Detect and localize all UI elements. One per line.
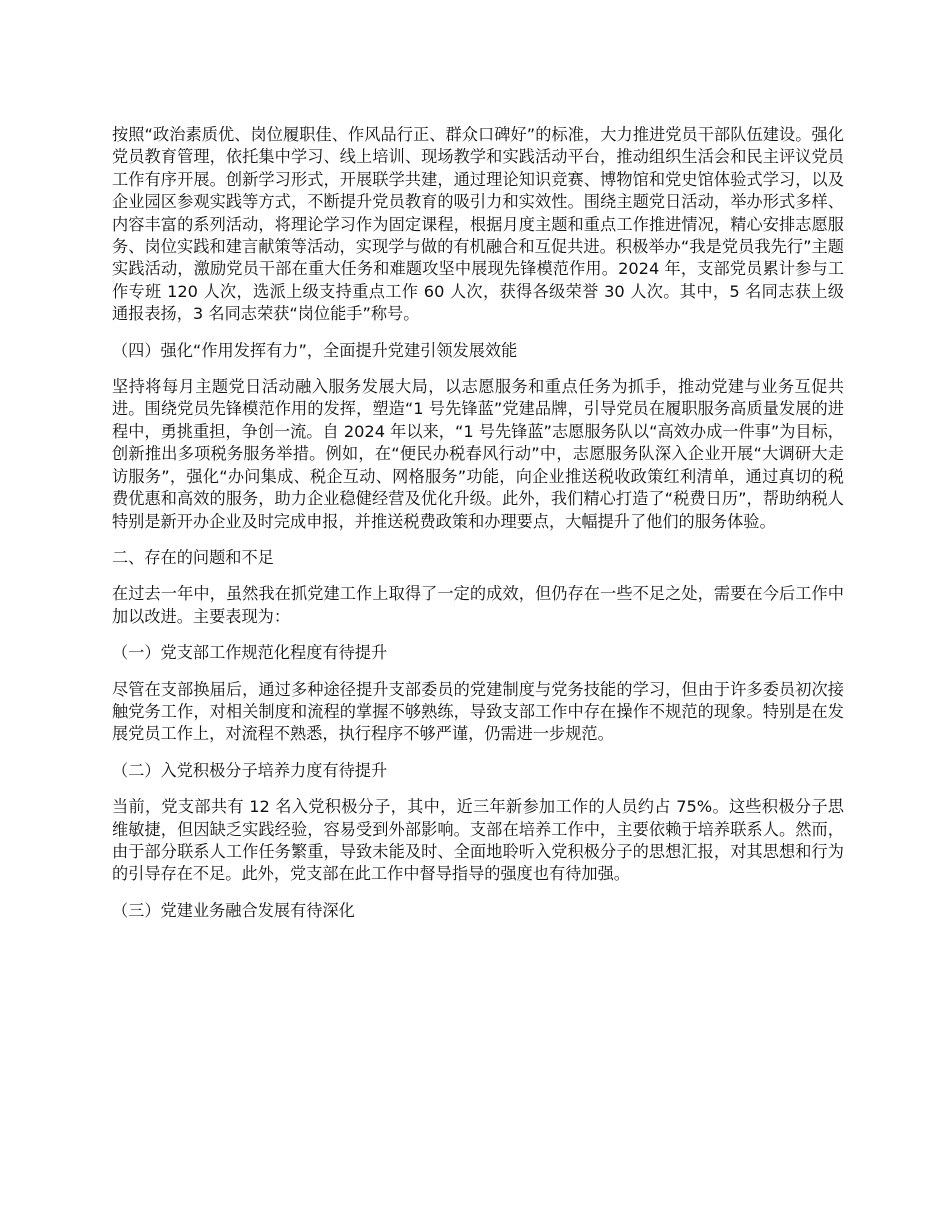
heading-business-integration: （三）党建业务融合发展有待深化 <box>112 900 355 920</box>
paragraph-service-integration: 坚持将每月主题党日活动融入服务发展大局，以志愿服务和重点任务为抓手，推动党建与业务互促共进。围绕党员先锋模范作用的发挥，塑造“1 号先锋蓝”党建品牌，引导党员在履职服务高质量发展的进程中，勇挑重担，争创一流。自 2024 年以来，“1 号先锋蓝”志愿服务队以“高效办成一件事”为目标，创新推出多项税务服务举措。例如，在“便民办税春风行动”中，志愿服务队深入企业开展“大调研大走访服务”，强化“办问集成、税企互动、网格服务”功能，向企业推送税收政策红利清单，通过真切的税费优惠和高效的服务，助力企业稳健经营及优化升级。此外，我们精心打造了“税费日历”，帮助纳税人特别是新开办企业及时完成申报，并推送税费政策和办理要点，大幅提升了他们的服务体验。 <box>112 377 844 531</box>
heading-standardization: （一）党支部工作规范化程度有待提升 <box>112 643 388 663</box>
paragraph-standardization: 尽管在支部换届后，通过多种途径提升支部委员的党建制度与党务技能的学习，但由于许多委员初次接触党务工作，对相关制度和流程的掌握不够熟练，导致支部工作中存在操作不规范的现象。特别是在发展党员工作上，对流程不熟悉，执行程序不够严谨，仍需进一步规范。 <box>112 679 844 744</box>
document-body <box>112 124 844 936</box>
heading-activist-training: （二）入党积极分子培养力度有待提升 <box>112 760 388 780</box>
paragraph-activist-training: 当前，党支部共有 12 名入党积极分子，其中，近三年新参加工作的人员约占 75%。这些积极分子思维敏捷，但因缺乏实践经验，容易受到外部影响。支部在培养工作中，主要依赖于培养联系人。然而，由于部分联系人工作任务繁重，导致未能及时、全面地聆听入党积极分子的思想汇报，对其思想和行为的引导存在不足。此外，党支部在此工作中督导指导的强度也有待加强。 <box>112 797 844 884</box>
heading-role-play: （四）强化“作用发挥有力”，全面提升党建引领发展效能 <box>112 340 518 360</box>
paragraph-problems-intro: 在过去一年中，虽然我在抓党建工作上取得了一定的成效，但仍存在一些不足之处，需要在今后工作中加以改进。主要表现为： <box>112 584 844 626</box>
heading-problems: 二、存在的问题和不足 <box>112 547 274 567</box>
paragraph-team-building: 按照“政治素质优、岗位履职佳、作风品行正、群众口碑好”的标准，大力推进党员干部队伍建设。强化党员教育管理，依托集中学习、线上培训、现场教学和实践活动平台，推动组织生活会和民主评议党员工作有序开展。创新学习形式，开展联学共建，通过理论知识竞赛、博物馆和党史馆体验式学习，以及企业园区参观实践等方式，不断提升党员教育的吸引力和实效性。围绕主题党日活动，举办形式多样、内容丰富的系列活动，将理论学习作为固定课程，根据月度主题和重点工作推进情况，精心安排志愿服务、岗位实践和建言献策等活动，实现学与做的有机融合和互促共进。积极举办“我是党员我先行”主题实践活动，激励党员干部在重大任务和难题攻坚中展现先锋模范作用。2024 年，支部党员累计参与工作专班 120 人次，选派上级支持重点工作 60 人次，获得各级荣誉 30 人次。其中，5 名同志获上级通报表扬，3 名同志荣获“岗位能手”称号。 <box>112 125 844 324</box>
